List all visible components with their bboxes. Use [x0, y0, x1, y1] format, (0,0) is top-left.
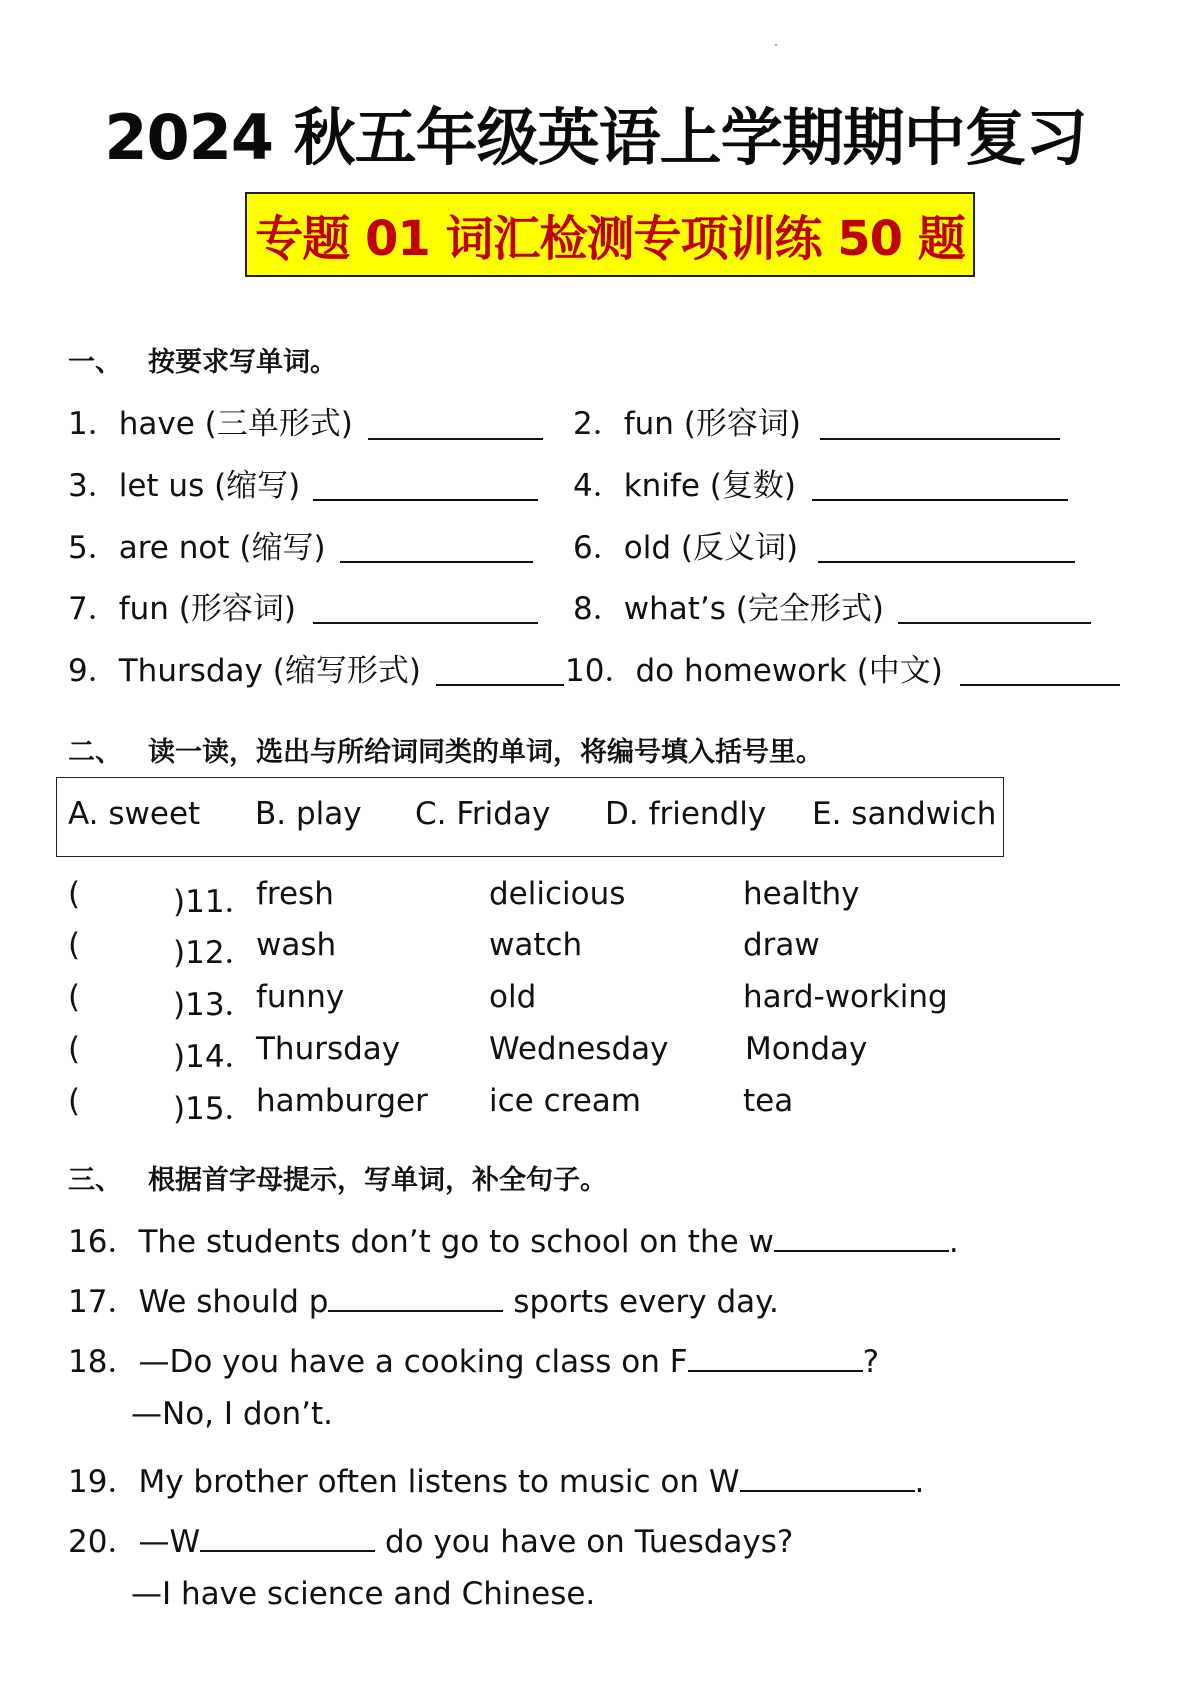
question-2: 2．fun (形容词) [573, 406, 801, 442]
answer-blank-9[interactable] [436, 656, 564, 686]
question-11-word3: healthy [743, 876, 860, 912]
question-5: 5．are not (缩写) [68, 530, 326, 566]
question-19: 19．My brother often listens to music on W . [68, 1464, 925, 1500]
question-15-word1: hamburger [256, 1083, 428, 1119]
question-14-num: )14． [173, 1039, 256, 1075]
question-12-word2: watch [489, 927, 583, 963]
question-12-num: )12． [173, 935, 256, 971]
question-20: 20．—W do you have on Tuesdays? [68, 1524, 794, 1560]
question-13-word3: hard-working [743, 979, 948, 1015]
answer-blank-17[interactable] [328, 1282, 503, 1312]
section2-num: 二、 [68, 737, 122, 768]
question-4: 4．knife (复数) [573, 468, 796, 504]
option-c: C. Friday [415, 796, 551, 832]
question-17: 17．We should p sports every day. [68, 1284, 779, 1320]
question-13-word2: old [489, 979, 537, 1015]
answer-blank-19[interactable] [740, 1462, 915, 1492]
answer-blank-20[interactable] [200, 1522, 375, 1552]
answer-blank-3[interactable] [313, 471, 538, 501]
section3-num: 三、 [68, 1165, 122, 1196]
banner-text: 专题 01 词汇检测专项训练 50 题 [255, 211, 965, 267]
question-14-word2: Wednesday [489, 1031, 669, 1067]
answer-blank-8[interactable] [898, 594, 1091, 624]
question-14-word1: Thursday [256, 1031, 401, 1067]
answer-paren-11[interactable]: ( [68, 876, 81, 912]
question-6: 6．old (反义词) [573, 530, 799, 566]
question-1: 1．have (三单形式) [68, 406, 353, 442]
page-dot [775, 44, 777, 46]
option-a: A. sweet [68, 796, 201, 832]
question-15-word2: ice cream [489, 1083, 641, 1119]
answer-blank-4[interactable] [812, 471, 1068, 501]
answer-blank-1[interactable] [368, 410, 543, 440]
answer-blank-2[interactable] [820, 410, 1060, 440]
answer-paren-12[interactable]: ( [68, 927, 81, 963]
answer-blank-5[interactable] [340, 533, 533, 563]
question-11-num: )11． [173, 884, 256, 920]
question-18-answer-line: —No, I don’t. [131, 1396, 334, 1432]
option-d: D. friendly [605, 796, 767, 832]
question-3: 3．let us (缩写) [68, 468, 301, 504]
answer-paren-13[interactable]: ( [68, 979, 81, 1015]
answer-blank-6[interactable] [818, 533, 1075, 563]
question-15-word3: tea [743, 1083, 794, 1119]
question-9: 9．Thursday (缩写形式) [68, 653, 421, 689]
section3-heading [68, 1158, 607, 1197]
question-18: 18．—Do you have a cooking class on F ? [68, 1344, 880, 1380]
answer-paren-14[interactable]: ( [68, 1031, 81, 1067]
section3-title: 根据首字母提示，写单词，补全句子。 [148, 1165, 607, 1196]
section2-title: 读一读，选出与所给词同类的单词，将编号填入括号里。 [148, 737, 823, 768]
question-12-word3: draw [743, 927, 820, 963]
section1-title: 按要求写单词。 [148, 347, 337, 378]
answer-blank-7[interactable] [313, 594, 538, 624]
question-12-word1: wash [256, 927, 337, 963]
answer-blank-10[interactable] [960, 656, 1120, 686]
question-14-word3: Monday [745, 1031, 868, 1067]
question-15-num: )15． [173, 1091, 256, 1127]
answer-blank-16[interactable] [774, 1222, 949, 1252]
question-16: 16．The students don’t go to school on the w . [68, 1224, 959, 1260]
section2-heading [68, 730, 823, 769]
question-11-word1: fresh [256, 876, 334, 912]
answer-blank-18[interactable] [688, 1342, 863, 1372]
question-20-answer-line: —I have science and Chinese. [131, 1576, 596, 1612]
option-e: E. sandwich [812, 796, 997, 832]
question-13-num: )13． [173, 987, 256, 1023]
section1-num: 一、 [68, 347, 122, 378]
question-10: 10．do homework (中文) [565, 653, 943, 689]
question-13-word1: funny [256, 979, 345, 1015]
topic-banner [245, 192, 975, 277]
page-title: 2024 秋五年级英语上学期期中复习 [104, 101, 1087, 174]
question-7: 7．fun (形容词) [68, 591, 296, 627]
question-8: 8．what’s (完全形式) [573, 591, 884, 627]
question-11-word2: delicious [489, 876, 626, 912]
section1-heading [68, 340, 337, 379]
option-b: B. play [255, 796, 362, 832]
answer-paren-15[interactable]: ( [68, 1083, 81, 1119]
